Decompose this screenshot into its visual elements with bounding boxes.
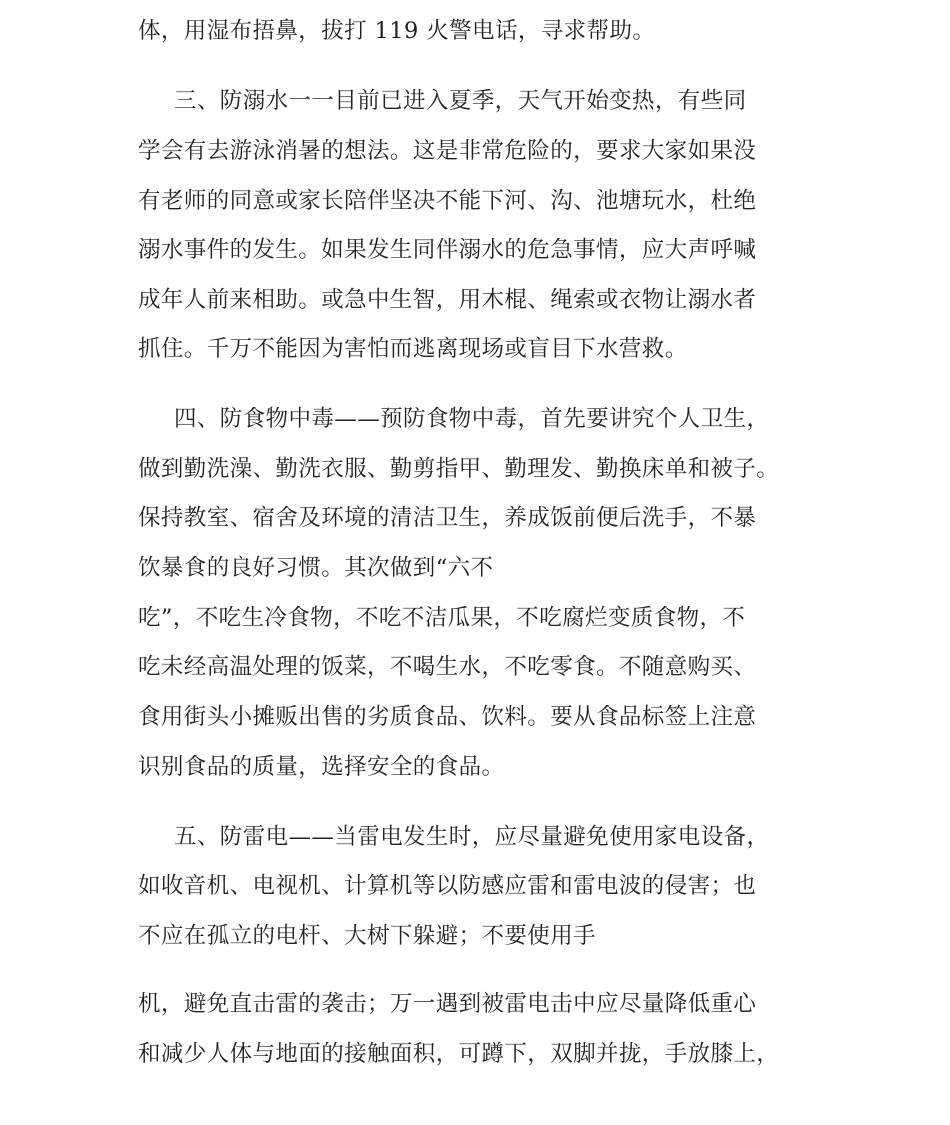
text-line: 做到勤洗澡、勤洗衣服、勤剪指甲、勤理发、勤换床单和被子。 (138, 456, 780, 482)
text-line: 饮暴食的良好习惯。其次做到“六不 (138, 555, 494, 581)
text-line: 不应在孤立的电杆、大树下躲避；不要使用手 (138, 923, 597, 949)
section-heading-line: 三、防溺水一一目前已进入夏季，天气开始变热，有些同 (174, 88, 747, 114)
text-line: 保持教室、宿舍及环境的清洁卫生，养成饭前便后洗手，不暴 (138, 505, 757, 531)
text-line: 有老师的同意或家长陪伴坚决不能下河、沟、池塘玩水，杜绝 (138, 188, 757, 214)
section-heading-line: 五、防雷电——当雷电发生时，应尽量避免使用家电设备， (174, 824, 770, 850)
section-heading-line: 四、防食物中毒——预防食物中毒，首先要讲究个人卫生， (174, 406, 770, 432)
text-line: 吃”，不吃生冷食物，不吃不洁瓜果，不吃腐烂变质食物，不 (138, 605, 746, 631)
text-line: 机，避免直击雷的袭击；万一遇到被雷电击中应尽量降低重心 (138, 991, 757, 1017)
text-line: 如收音机、电视机、计算机等以防感应雷和雷电波的侵害；也 (138, 873, 757, 899)
text-line: 识别食品的质量，选择安全的食品。 (138, 754, 505, 780)
text-line: 食用街头小摊贩出售的劣质食品、饮料。要从食品标签上注意 (138, 704, 757, 730)
text-line: 抓住。千万不能因为害怕而逃离现场或盲目下水营救。 (138, 336, 688, 362)
text-line: 吃未经高温处理的饭菜，不喝生水，不吃零食。不随意购买、 (138, 654, 757, 680)
text-line: 学会有去游泳消暑的想法。这是非常危险的，要求大家如果没 (138, 138, 757, 164)
text-line: 和减少人体与地面的接触面积，可蹲下，双脚并拢，手放膝上， (138, 1041, 780, 1067)
text-line: 成年人前来相助。或急中生智，用木棍、绳索或衣物让溺水者 (138, 287, 757, 313)
text-line: 溺水事件的发生。如果发生同伴溺水的危急事情，应大声呼喊 (138, 237, 757, 263)
text-line: 体，用湿布捂鼻，拔打 119 火警电话，寻求帮助。 (138, 18, 656, 44)
